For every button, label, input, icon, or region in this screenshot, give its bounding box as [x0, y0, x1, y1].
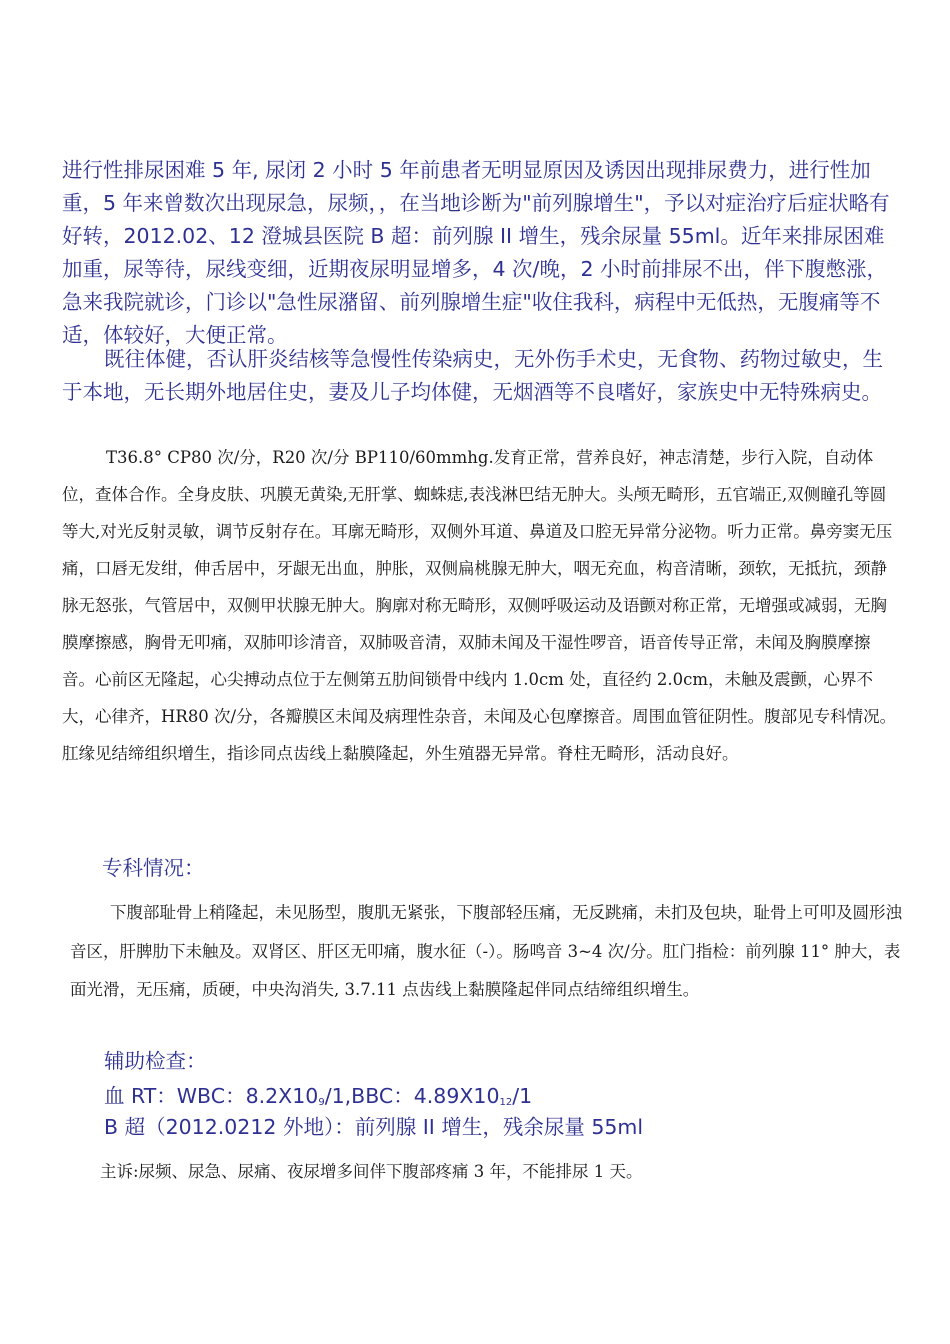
chief-complaint: 主诉:尿频、尿急、尿痛、夜尿增多间伴下腹部疼痛 3 年，不能排尿 1 天。: [100, 1162, 643, 1181]
physical-exam-paragraph: T36.8° CP80 次/分，R20 次/分 BP110/60mmhg.发育正常，营养良好，神志清楚，步行入院，自动体位，查体合作。全身皮肤、巩膜无黄染,无肝掌、蜘蛛痣,表浅淋巴结无肿大。头颅无畸形，五官端正,双侧瞳孔等圆等大,对光反射灵敏，调节反射存在。耳廓无畸形，双侧外耳道、鼻道及口腔无异常分泌物。听力正常。鼻旁窦无压痛，口唇无发绀，伸舌居中，牙龈无出血，肿胀，双侧扁桃腺无肿大，咽无充血，构音清晰，颈软，无抵抗，颈静脉无怒张，气管居中，双侧甲状腺无肿大。胸廓对称无畸形，双侧呼吸运动及语颤对称正常，无增强或减弱，无胸膜摩擦感，胸骨无叩痛，双肺叩诊清音，双肺吸音清，双肺未闻及干湿性啰音，语音传导正常，未闻及胸膜摩擦音。心前区无隆起，心尖搏动点位于左侧第五肋间锁骨中线内 1.0cm 处，直径约 2.0cm，未触及震颤，心界不大，心律齐，HR80 次/分，各瓣膜区未闻及病理性杂音，未闻及心包摩擦音。周围血管征阴性。腹部见专科情况。肛缘见结缔组织增生，指诊同点齿线上黏膜隆起，外生殖器无异常。脊柱无畸形，活动良好。: [62, 448, 897, 763]
blood-result-middle: /1,BBC：4.89X10: [324, 1084, 500, 1108]
blood-result-subscript-1: 9: [318, 1097, 325, 1108]
blood-result-suffix: /1: [512, 1084, 533, 1108]
present-illness-paragraph: 进行性排尿困难 5 年, 尿闭 2 小时 5 年前患者无明显原因及诱因出现排尿费力，进行性加重，5 年来曾数次出现尿急，尿频，，在当地诊断为"前列腺增生"，予以对症治疗后症状略有好转，2012.02、12 澄城县医院 B 超：前列腺 II 增生，残余尿量 55ml。近年来排尿困难加重，尿等待，尿线变细，近期夜尿明显增多，4 次/晚，2 小时前排尿不出，伴下腹憋涨，急来我院就诊，门诊以"急性尿潴留、前列腺增生症"收住我科，病程中无低热，无腹痛等不适，体较好，大便正常。: [62, 158, 890, 347]
specialty-heading: 专科情况：: [102, 856, 205, 880]
blood-result-prefix: 血 RT：WBC：8.2X10: [104, 1084, 319, 1108]
specialty-paragraph: 下腹部耻骨上稍隆起，未见肠型，腹肌无紧张，下腹部轻压痛，无反跳痛，未扪及包块，耻骨上可叩及圆形浊音区，肝脾肋下未触及。双肾区、肝区无叩痛，腹水征（-）。肠鸣音 3~4 次/分。肛门指检：前列腺 11° 肿大，表面光滑，无压痛，质硬，中央沟消失, 3.7.11 点齿线上黏膜隆起伴同点结缔组织增生。: [70, 903, 902, 999]
ultrasound-result: B 超（2012.0212 外地）：前列腺 II 增生，残余尿量 55ml: [104, 1115, 644, 1139]
auxiliary-exam-heading: 辅助检查：: [104, 1049, 207, 1073]
past-history-paragraph: 既往体健，否认肝炎结核等急慢性传染病史，无外伤手术史，无食物、药物过敏史，生于本地，无长期外地居住史，妻及儿子均体健，无烟酒等不良嗜好，家族史中无特殊病史。: [62, 347, 883, 404]
blood-result-subscript-2: 12: [499, 1097, 513, 1108]
